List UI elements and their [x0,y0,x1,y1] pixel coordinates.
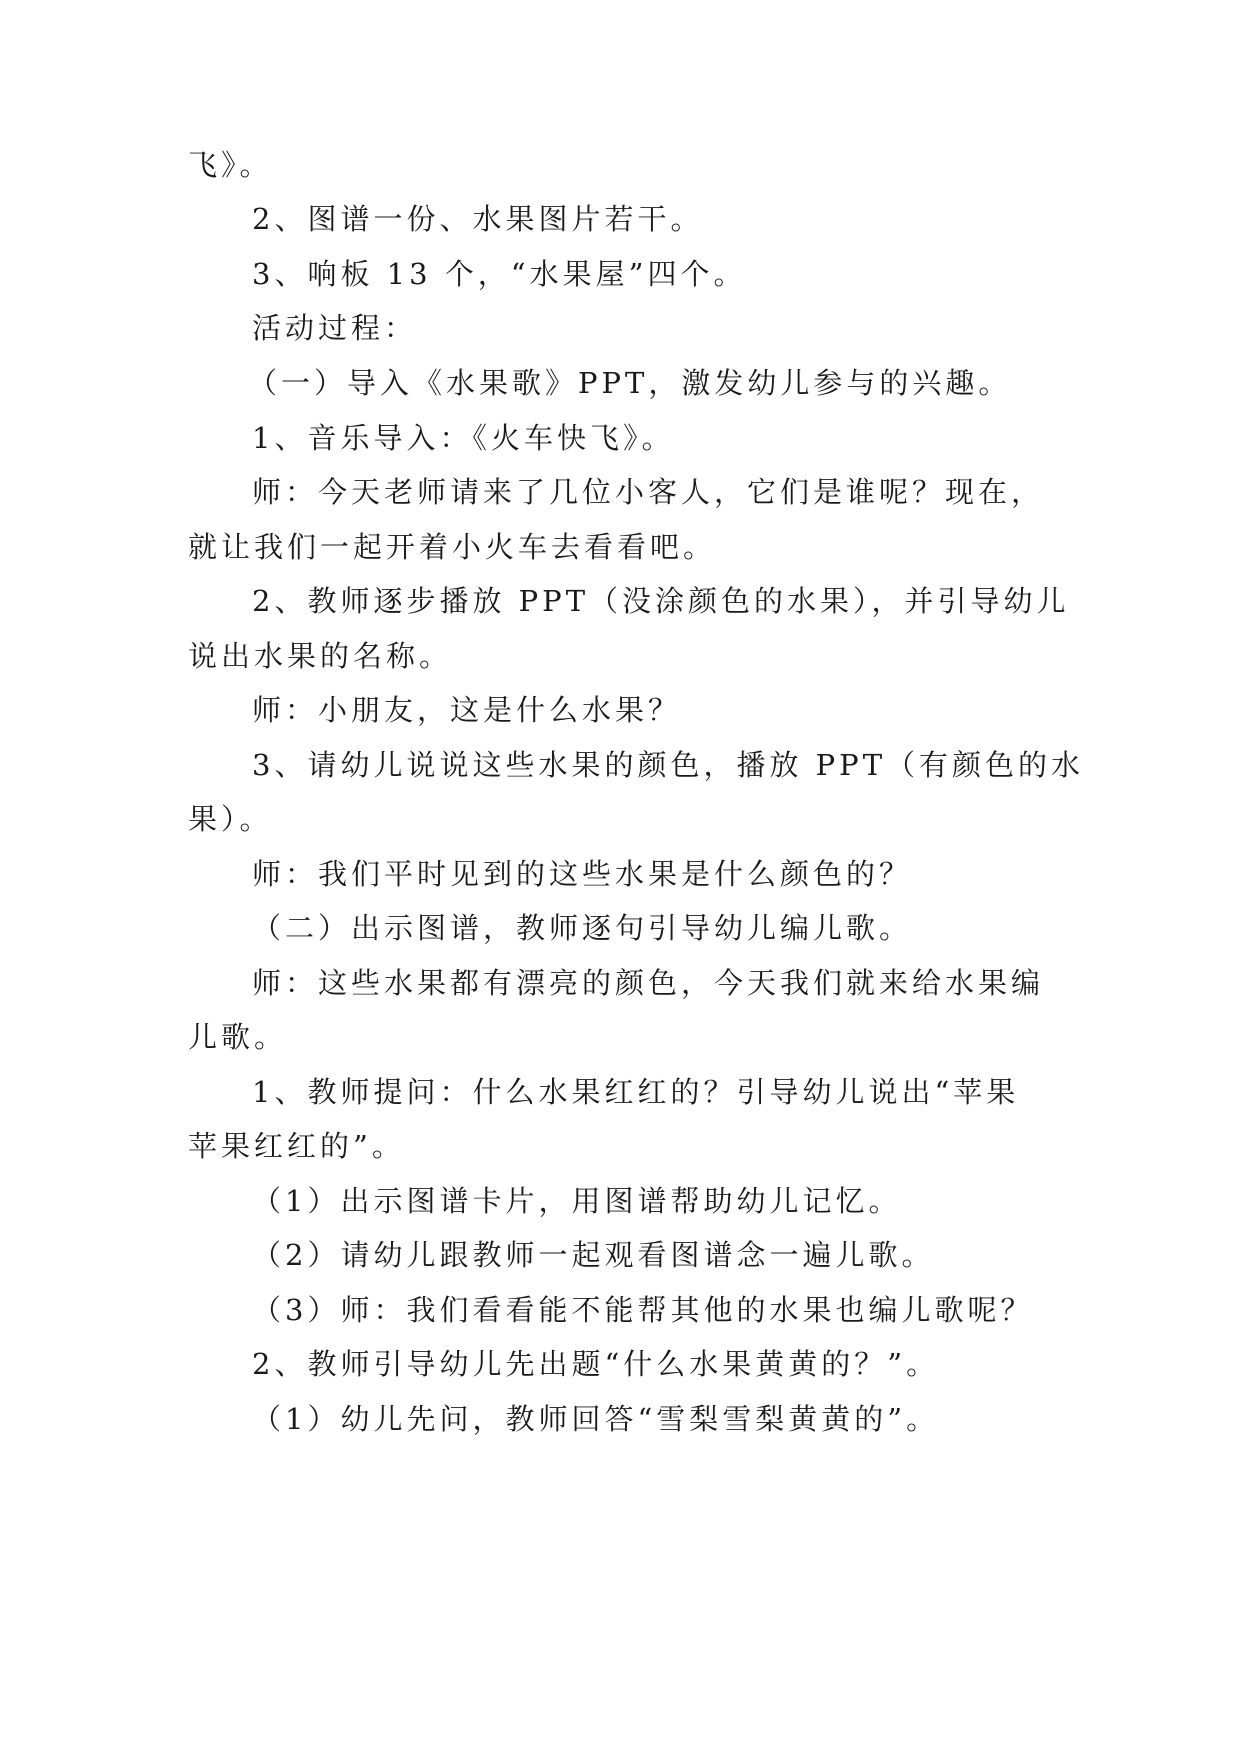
text-line: 3、响板 13 个，“水果屋”四个。 [252,257,747,291]
text-line: 说出水果的名称。 [188,639,453,673]
text-line: 1、音乐导入：《火车快飞》。 [252,421,675,455]
text-line: 师：这些水果都有漂亮的颜色，今天我们就来给水果编 [252,966,1045,1000]
text-line: 活动过程： [252,311,418,345]
text-line: （二）出示图谱，教师逐句引导幼儿编儿歌。 [252,911,913,945]
text-line: （一）导入《水果歌》PPT，激发幼儿参与的兴趣。 [248,366,1012,400]
text-line: 果）。 [188,802,273,836]
text-line: 就让我们一起开着小火车去看看吧。 [188,530,717,564]
text-line: 2、教师引导幼儿先出题“什么水果黄黄的？”。 [252,1347,940,1381]
text-line: 师：今天老师请来了几位小客人，它们是谁呢？现在， [252,475,1045,509]
text-line: 师：小朋友，这是什么水果？ [252,693,682,727]
text-line: 1、教师提问：什么水果红红的？引导幼儿说出“苹果 [252,1075,1020,1109]
text-line: 2、图谱一份、水果图片若干。 [252,202,704,236]
text-line: （1）幼儿先问，教师回答“雪梨雪梨黄黄的”。 [252,1402,940,1436]
text-line: 师：我们平时见到的这些水果是什么颜色的？ [252,857,913,891]
text-line: 3、请幼儿说说这些水果的颜色，播放 PPT（有颜色的水 [252,748,1085,782]
text-line: （3）师：我们看看能不能帮其他的水果也编儿歌呢？ [252,1293,1034,1327]
text-line: 2、教师逐步播放 PPT（没涂颜色的水果），并引导幼儿 [252,584,1070,618]
text-line: 儿歌。 [188,1020,288,1054]
text-line: 苹果红红的”。 [188,1129,405,1163]
text-line: （2）请幼儿跟教师一起观看图谱念一遍儿歌。 [252,1238,935,1272]
text-line: 飞》。 [188,148,273,182]
text-line: （1）出示图谱卡片，用图谱帮助幼儿记忆。 [252,1184,902,1218]
